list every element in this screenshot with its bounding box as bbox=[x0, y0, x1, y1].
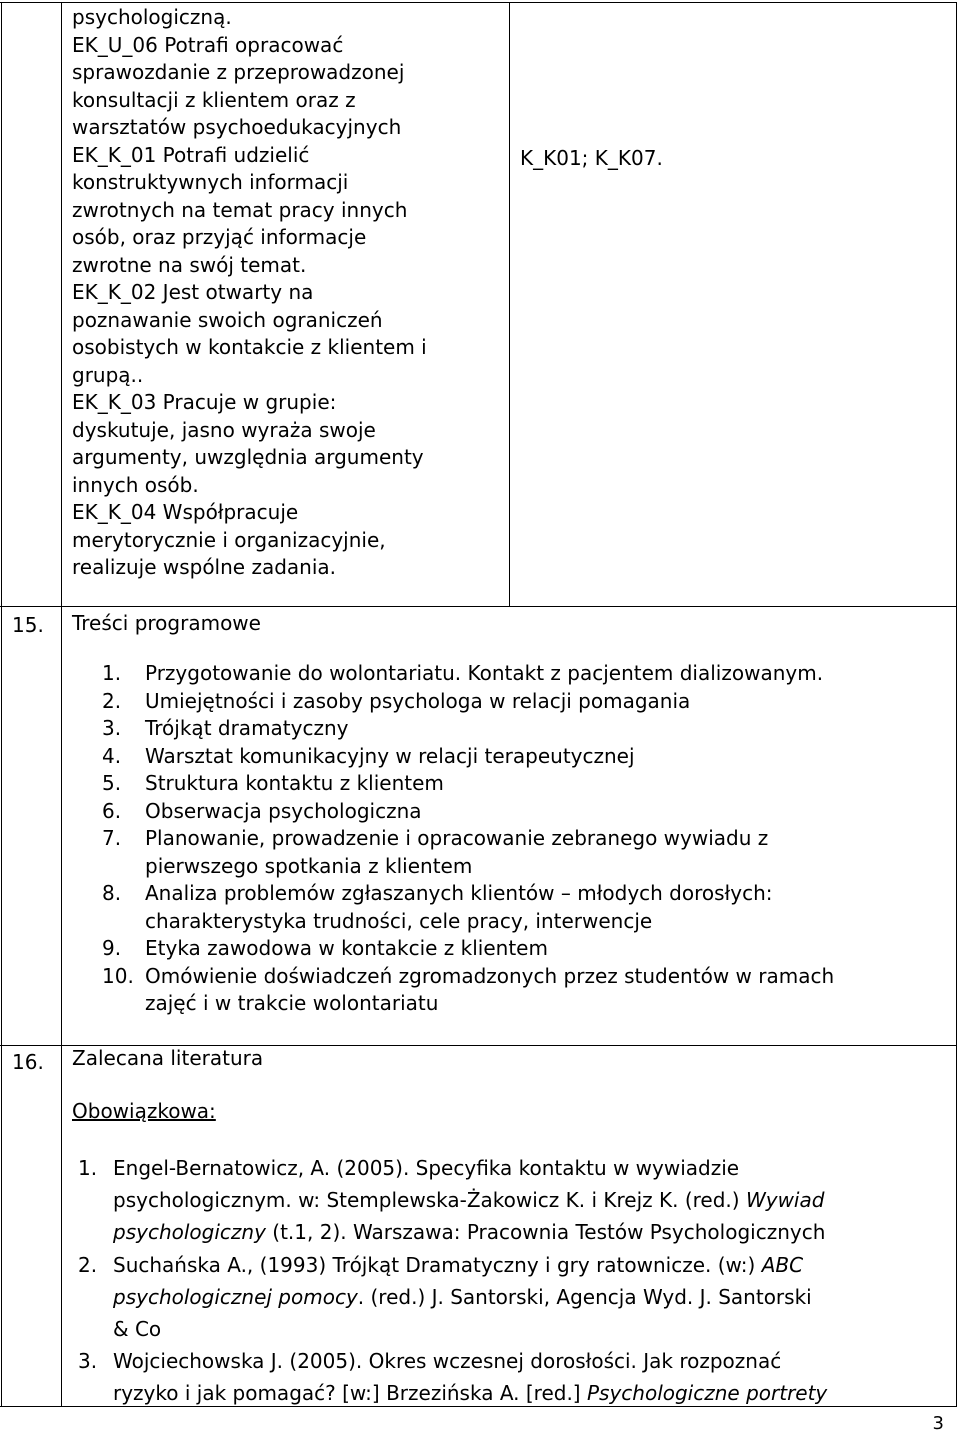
outcome-line: EK_K_04 Współpracuje bbox=[72, 500, 299, 524]
item-text: charakterystyka trudności, cele pracy, interwencje bbox=[145, 908, 653, 933]
content-item bbox=[102, 825, 942, 880]
citation-text: Suchańska A., (1993) Trójkąt Dramatyczny i gry ratownicze. (w:) bbox=[113, 1252, 762, 1277]
outcome-line: zwrotne na swój temat. bbox=[72, 252, 307, 277]
content-item bbox=[102, 880, 942, 935]
learning-outcomes-cell bbox=[72, 4, 502, 582]
citation-line bbox=[113, 1281, 948, 1313]
outcome-line: konstruktywnych informacji bbox=[72, 170, 349, 194]
citation-line bbox=[113, 1184, 948, 1216]
item-number: 7. bbox=[102, 826, 122, 850]
outcome-line: grupą.. bbox=[72, 362, 144, 387]
literature-list bbox=[78, 1152, 948, 1410]
item-number: 8. bbox=[102, 881, 122, 905]
item-text: Umiejętności i zasoby psychologa w relacji pomagania bbox=[145, 688, 691, 713]
item-number: 5. bbox=[102, 771, 122, 795]
content-item bbox=[102, 935, 942, 963]
outcome-line: osobistych w kontakcie z klientem i bbox=[72, 335, 427, 359]
outcome-line: dyskutuje, jasno wyraża swoje bbox=[72, 417, 376, 442]
item-number: 1. bbox=[78, 1156, 98, 1180]
outcome-line: konsultacji z klientem oraz z bbox=[72, 87, 356, 112]
content-item bbox=[102, 770, 942, 798]
table-border-left bbox=[1, 2, 2, 1406]
item-text: Obserwacja psychologiczna bbox=[145, 798, 422, 823]
item-number: 10. bbox=[102, 963, 134, 988]
citation-line bbox=[113, 1313, 948, 1345]
item-number: 1. bbox=[102, 661, 122, 685]
item-text: Etyka zawodowa w kontakcie z klientem bbox=[145, 936, 548, 960]
citation-title: Wywiad bbox=[745, 1188, 825, 1213]
citation-title: psychologiczny bbox=[113, 1220, 266, 1245]
item-text: Struktura kontaktu z klientem bbox=[145, 771, 444, 795]
item-text: Planowanie, prowadzenie i opracowanie zebranego wywiadu z bbox=[145, 826, 769, 850]
outcome-line: EK_U_06 Potrafi opracować bbox=[72, 32, 344, 57]
related-outcomes-refs: K_K01; K_K07. bbox=[520, 146, 663, 170]
outcome-line: osób, oraz przyjąć informacje bbox=[72, 225, 367, 249]
outcome-line: argumenty, uwzględnia argumenty bbox=[72, 445, 424, 469]
citation-line bbox=[113, 1216, 948, 1248]
program-content-list bbox=[102, 660, 942, 1018]
number-column-divider bbox=[61, 2, 62, 1406]
outcome-line: psychologiczną. bbox=[72, 5, 232, 29]
item-text: Przygotowanie do wolontariatu. Kontakt z pacjentem dializowanym. bbox=[145, 661, 824, 685]
item-text: pierwszego spotkania z klientem bbox=[145, 853, 473, 878]
outcome-line: zwrotnych na temat pracy innych bbox=[72, 197, 408, 222]
citation-text: & Co bbox=[113, 1317, 162, 1342]
citation-title: Psychologiczne portrety bbox=[586, 1381, 828, 1406]
citation-line bbox=[113, 1152, 948, 1184]
item-text: Trójkąt dramatyczny bbox=[145, 716, 349, 740]
content-item bbox=[102, 963, 942, 1018]
item-number: 2. bbox=[102, 688, 122, 713]
section-number: 15. bbox=[12, 613, 44, 637]
citation-text: Wojciechowska J. (2005). Okres wczesnej dorosłości. Jak rozpoznać bbox=[113, 1349, 782, 1374]
outcome-line: EK_K_01 Potrafi udzielić bbox=[72, 142, 310, 167]
citation-title: psychologicznej pomocy bbox=[113, 1284, 358, 1309]
content-item bbox=[102, 688, 942, 716]
item-text: Warsztat komunikacyjny w relacji terapeutycznej bbox=[145, 743, 635, 768]
outcome-line: poznawanie swoich ograniczeń bbox=[72, 307, 383, 332]
literature-item bbox=[78, 1249, 948, 1346]
outcome-line: warsztatów psychoedukacyjnych bbox=[72, 115, 402, 139]
item-number: 2. bbox=[78, 1252, 98, 1277]
item-number: 9. bbox=[102, 936, 122, 960]
content-item bbox=[102, 660, 942, 688]
refs-column-divider bbox=[509, 2, 510, 606]
item-number: 6. bbox=[102, 798, 122, 823]
outcome-line: realizuje wspólne zadania. bbox=[72, 555, 337, 579]
outcome-line: EK_K_02 Jest otwarty na bbox=[72, 280, 314, 304]
outcome-line: sprawozdanie z przeprowadzonej bbox=[72, 60, 405, 84]
citation-text: ryzyko i jak pomagać? [w:] Brzezińska A. [red.] bbox=[113, 1381, 587, 1406]
table-border-top bbox=[0, 2, 957, 3]
content-item bbox=[102, 715, 942, 743]
obligatory-literature-label: Obowiązkowa: bbox=[72, 1099, 216, 1123]
item-text: Omówienie doświadczeń zgromadzonych przez studentów w ramach bbox=[145, 963, 835, 988]
item-text: Analiza problemów zgłaszanych klientów – młodych dorosłych: bbox=[145, 881, 773, 905]
outcome-line: innych osób. bbox=[72, 472, 199, 497]
content-item bbox=[102, 798, 942, 826]
item-number: 3. bbox=[102, 716, 122, 740]
citation-line bbox=[113, 1377, 948, 1409]
citation-line bbox=[113, 1249, 948, 1281]
section-title: Treści programowe bbox=[72, 611, 261, 635]
page-number: 3 bbox=[932, 1413, 944, 1434]
citation-text: psychologicznym. w: Stemplewska-Żakowicz K. i Krejz K. (red.) bbox=[113, 1188, 746, 1213]
citation-title: ABC bbox=[761, 1252, 804, 1277]
item-number: 3. bbox=[78, 1349, 98, 1374]
item-number: 4. bbox=[102, 743, 122, 768]
item-text: zajęć i w trakcie wolontariatu bbox=[145, 991, 439, 1015]
citation-line bbox=[113, 1345, 948, 1377]
citation-text: (t.1, 2). Warszawa: Pracownia Testów Psychologicznych bbox=[265, 1220, 826, 1245]
literature-item bbox=[78, 1152, 948, 1249]
content-item bbox=[102, 743, 942, 771]
literature-item bbox=[78, 1345, 948, 1409]
table-border-right bbox=[956, 2, 957, 1406]
citation-text: Engel-Bernatowicz, A. (2005). Specyfika kontaktu w wywiadzie bbox=[113, 1156, 740, 1180]
section-number: 16. bbox=[12, 1050, 44, 1074]
outcome-line: EK_K_03 Pracuje w grupie: bbox=[72, 390, 337, 414]
section-title: Zalecana literatura bbox=[72, 1046, 264, 1070]
outcome-line: merytorycznie i organizacyjnie, bbox=[72, 527, 386, 552]
citation-text: . (red.) J. Santorski, Agencja Wyd. J. Santorski bbox=[357, 1284, 812, 1309]
row-divider-15 bbox=[0, 606, 957, 607]
